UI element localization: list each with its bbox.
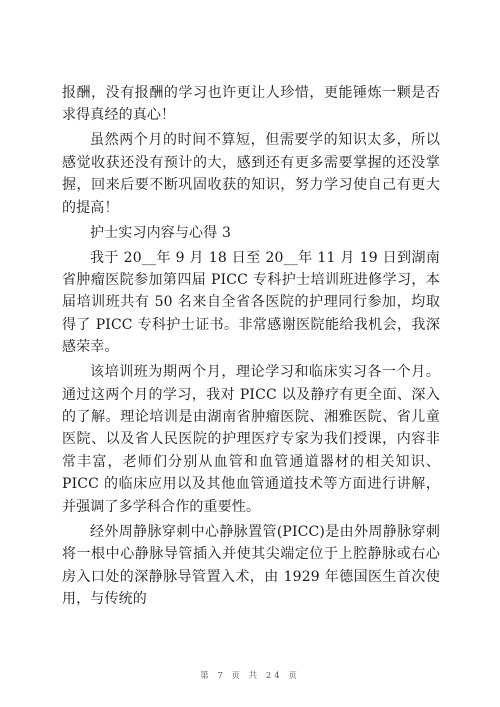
document-body [62,82,440,613]
paragraph-2: 虽然两个月的时间不算短，但需要学的知识太多，所以感觉收获还没有预计的大，感到还有更多需要掌握的还没掌握，回来后要不断巩固收获的知识，努力学习使自己有更大的提高！ [62,132,440,216]
page-footer: 第 7 页 共 24 页 [200,671,300,681]
section-heading: 护士实习内容与心得 3 [90,224,232,241]
paragraph-5: 经外周静脉穿刺中心静脉置管(PICC)是由外周静脉穿刺将一根中心静脉导管插入并使其尖端定位于上腔静脉或右心房入口处的深静脉导管置入术，由 1929 年德国医生首次使用，与传统的 [62,523,440,607]
paragraph-4: 该培训班为期两个月，理论学习和临床实习各一个月。通过这两个月的学习，我对 PICC 以及静疗有更全面、深入的了解。理论培训是由湖南省肿瘤医院、湘雅医院、省儿童医院、以及省人民医院的护理医疗专家为我们授课，内容非常丰富，老师们分别从血管和血管通道器材的相关知识、PICC 的临床应用以及其他血管通道技术等方面进行讲解，并强调了多学科合作的重要性。 [62,364,440,515]
paragraph-3: 我于 20__年 9 月 18 日至 20__年 11 月 19 日到湖南省肿瘤医院参加第四届 PICC 专科护士培训班进修学习，本届培训班共有 50 名来自全省各医院的护理同行参加，均取得了 PICC 专科护士证书。非常感谢医院能给我机会，我深感荣幸。 [62,249,440,356]
paragraph-1: 报酬，没有报酬的学习也许更让人珍惜，更能锤炼一颗是否求得真经的真心！ [62,85,440,124]
